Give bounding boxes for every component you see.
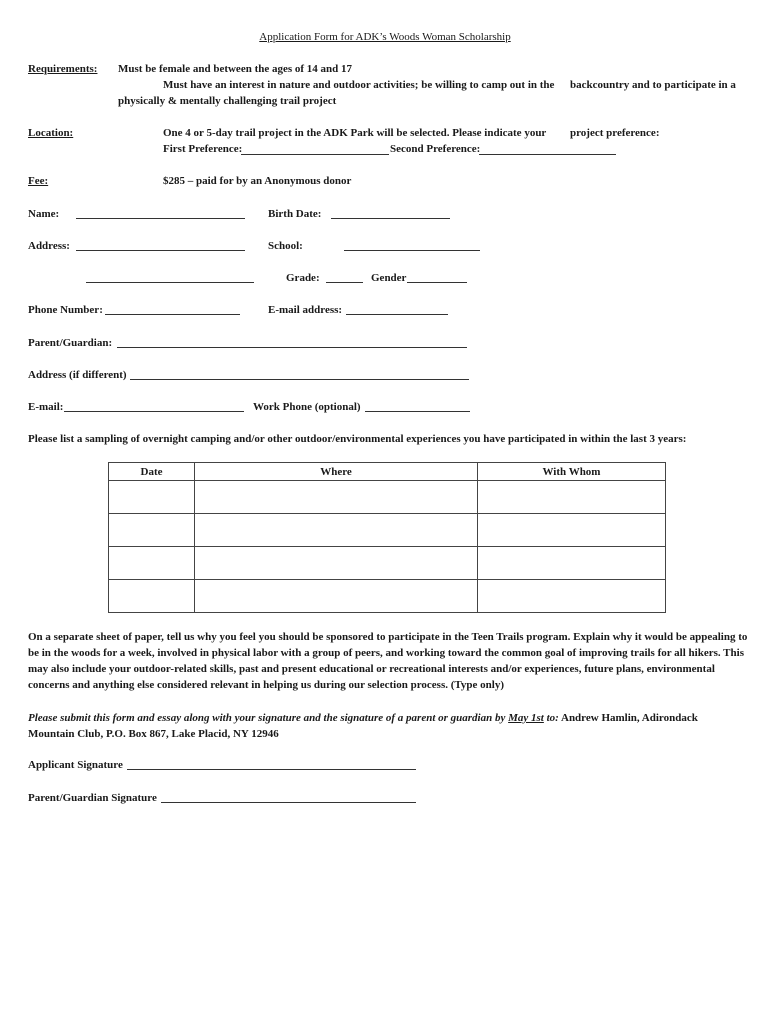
phone-number-label: Phone Number: xyxy=(28,304,103,316)
deadline: May 1st xyxy=(508,712,544,724)
first-preference-field[interactable] xyxy=(241,154,389,155)
with-whom-cell[interactable] xyxy=(478,514,666,547)
grade-label: Grade: xyxy=(286,272,320,284)
submit-to: to: xyxy=(546,712,559,724)
gender-label: Gender xyxy=(371,272,407,284)
where-cell[interactable] xyxy=(195,547,478,580)
with-whom-cell[interactable] xyxy=(478,481,666,514)
parent-guardian-label: Parent/Guardian: xyxy=(28,337,113,349)
parent-guardian-field[interactable] xyxy=(117,347,467,348)
requirements-line-1: Must be female and between the ages of 14 and 17 xyxy=(118,63,353,75)
phone-number-field[interactable] xyxy=(105,314,240,315)
school-label: School: xyxy=(268,240,303,252)
table-row xyxy=(109,514,666,547)
email-field[interactable] xyxy=(64,411,244,412)
parent-signature-label: Parent/Guardian Signature xyxy=(28,792,157,804)
location-line-1-cont: project preference: xyxy=(570,127,660,139)
table-header-row xyxy=(109,463,666,481)
address-field[interactable] xyxy=(76,250,245,251)
experience-prompt: Please list a sampling of overnight camping and/or other outdoor/environmental experiences you have participated in within the last 3 years: xyxy=(28,433,687,445)
fee-text: $285 – paid for by an Anonymous donor xyxy=(163,175,352,187)
location-line-1: One 4 or 5-day trail project in the ADK Park will be selected. Please indicate your xyxy=(163,127,547,139)
applicant-signature-field[interactable] xyxy=(127,769,416,770)
applicant-signature-label: Applicant Signature xyxy=(28,759,123,771)
with-whom-cell[interactable] xyxy=(478,580,666,613)
school-field[interactable] xyxy=(344,250,480,251)
name-label: Name: xyxy=(28,208,60,220)
where-cell[interactable] xyxy=(195,514,478,547)
email-address-field[interactable] xyxy=(346,314,448,315)
date-cell[interactable] xyxy=(109,580,195,613)
requirements-label: Requirements: xyxy=(28,63,98,75)
email-label: E-mail: xyxy=(28,401,64,413)
form-title: Application Form for ADK’s Woods Woman Scholarship xyxy=(259,31,511,43)
date-column-header: Date xyxy=(109,463,195,481)
address-different-field[interactable] xyxy=(130,379,469,380)
first-preference-label: First Preference: xyxy=(163,143,243,155)
location-label: Location: xyxy=(28,127,74,139)
with-whom-cell[interactable] xyxy=(478,547,666,580)
birth-date-field[interactable] xyxy=(331,218,450,219)
where-cell[interactable] xyxy=(195,481,478,514)
grade-field[interactable] xyxy=(326,282,363,283)
work-phone-label: Work Phone (optional) xyxy=(253,401,361,413)
requirements-line-2-cont: backcountry and to participate in a xyxy=(570,79,736,91)
where-cell[interactable] xyxy=(195,580,478,613)
email-address-label: E-mail address: xyxy=(268,304,343,316)
fee-label: Fee: xyxy=(28,175,49,187)
table-row xyxy=(109,481,666,514)
date-cell[interactable] xyxy=(109,481,195,514)
recipient-name: Andrew Hamlin, Adirondack xyxy=(561,712,698,724)
experience-table xyxy=(108,462,666,613)
table-row xyxy=(109,580,666,613)
requirements-line-3: physically & mentally challenging trail project xyxy=(118,95,337,107)
submit-italic-text: Please submit this form and essay along with your signature and the signature of a parent or guardian by xyxy=(28,712,506,724)
work-phone-field[interactable] xyxy=(365,411,470,412)
essay-instructions: On a separate sheet of paper, tell us why you feel you should be sponsored to participate in the Teen Trails program. Explain why it would be appealing to be in the woods for a week, involved in physical labor with a group of peers, and working toward the common goal of improving trails for all hikers. This may also include your outdoor-related skills, past and present educational or recreational interests and/or experiences, future plans, environmental concerns and anything else considered relevant in helping us during our selection process. (Type only) xyxy=(28,631,748,691)
gender-field[interactable] xyxy=(407,282,467,283)
parent-signature-field[interactable] xyxy=(161,802,416,803)
address-different-label: Address (if different) xyxy=(28,369,127,381)
mailing-address: Mountain Club, P.O. Box 867, Lake Placid, NY 12946 xyxy=(28,728,279,740)
second-preference-field[interactable] xyxy=(479,154,616,155)
birth-date-label: Birth Date: xyxy=(268,208,322,220)
submit-instructions xyxy=(28,710,748,742)
where-column-header: Where xyxy=(195,463,478,481)
second-preference-label: Second Preference: xyxy=(390,143,481,155)
date-cell[interactable] xyxy=(109,514,195,547)
name-field[interactable] xyxy=(76,218,245,219)
table-row xyxy=(109,547,666,580)
with-whom-column-header: With Whom xyxy=(478,463,666,481)
address-label: Address: xyxy=(28,240,70,252)
address-line-2-field[interactable] xyxy=(86,282,254,283)
date-cell[interactable] xyxy=(109,547,195,580)
requirements-line-2: Must have an interest in nature and outdoor activities; be willing to camp out in the xyxy=(163,79,555,91)
